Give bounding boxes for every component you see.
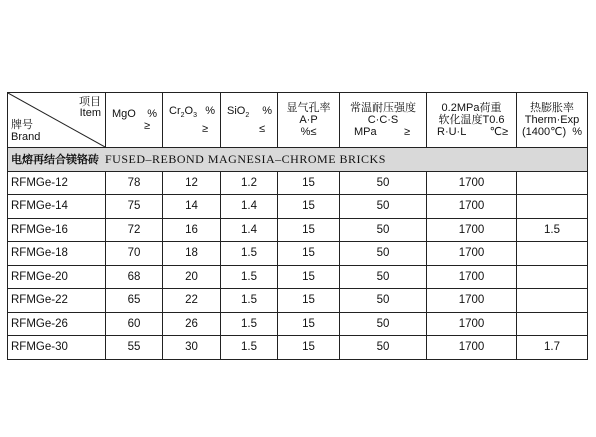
table-row: [8, 171, 588, 195]
cr2o3-cell: 22: [163, 289, 221, 313]
mgo-cell: 60: [106, 312, 163, 336]
header-row: [8, 93, 588, 148]
rul-cell: 1700: [427, 289, 517, 313]
grade-cell: RFMGe-16: [8, 218, 106, 242]
cr2o3-unit: %: [205, 105, 215, 118]
item-label-en: Item: [79, 107, 101, 119]
rul-cell: 1700: [427, 336, 517, 360]
mgo-cell: 75: [106, 195, 163, 219]
porosity-header: [278, 93, 340, 148]
ccs-cell: 50: [340, 312, 427, 336]
section-title-en: FUSED–REBOND MAGNESIA–CHROME BRICKS: [105, 152, 386, 167]
rul-cell: 1700: [427, 195, 517, 219]
therm-cell: [517, 265, 588, 289]
sio2-cell: 1.5: [221, 242, 278, 266]
ap-cell: 15: [278, 289, 340, 313]
ccs-header: [340, 93, 427, 148]
cr2o3-cell: 18: [163, 242, 221, 266]
mgo-cell: 78: [106, 171, 163, 195]
mgo-cell: 55: [106, 336, 163, 360]
cr2o3-condition: ≥: [201, 122, 208, 135]
table-row: [8, 336, 588, 360]
cr2o3-cell: 12: [163, 171, 221, 195]
therm-unit: %: [572, 126, 583, 138]
therm-label-zh: 热膨胀率: [530, 102, 574, 114]
ap-cell: 15: [278, 265, 340, 289]
sio2-cell: 1.5: [221, 289, 278, 313]
table-header: [8, 93, 588, 148]
rul-cell: 1700: [427, 242, 517, 266]
sio2-cell: 1.5: [221, 265, 278, 289]
sio2-label: SiO$_2$: [227, 105, 250, 120]
rul-cell: 1700: [427, 312, 517, 336]
table-row: [8, 289, 588, 313]
grade-cell: RFMGe-12: [8, 171, 106, 195]
ccs-label-en: C·C·S: [367, 114, 399, 126]
item-label-zh: 项目: [79, 96, 101, 108]
mgo-header: [106, 93, 163, 148]
cr2o3-cell: 16: [163, 218, 221, 242]
mgo-cell: 65: [106, 289, 163, 313]
rul-condition: ℃≥: [489, 126, 508, 138]
rul-cell: 1700: [427, 218, 517, 242]
rul-label-en: R·U·L: [437, 126, 467, 138]
ap-cell: 15: [278, 312, 340, 336]
cr2o3-cell: 14: [163, 195, 221, 219]
grade-cell: RFMGe-30: [8, 336, 106, 360]
sio2-cell: 1.5: [221, 312, 278, 336]
mgo-label: MgO: [112, 108, 136, 120]
sio2-unit: %: [262, 105, 272, 118]
grade-cell: RFMGe-18: [8, 242, 106, 266]
porosity-label-zh: 显气孔率: [286, 102, 331, 114]
ccs-cell: 50: [340, 218, 427, 242]
ccs-unit: MPa: [354, 126, 377, 138]
section-title: [8, 148, 588, 172]
ccs-condition: ≥: [403, 126, 410, 138]
ap-cell: 15: [278, 171, 340, 195]
table-row: [8, 218, 588, 242]
therm-cell: [517, 195, 588, 219]
ap-cell: 15: [278, 195, 340, 219]
brand-label: [11, 119, 40, 143]
sio2-cell: 1.2: [221, 171, 278, 195]
sio2-condition: ≤: [258, 122, 265, 135]
cr2o3-cell: 30: [163, 336, 221, 360]
corner-header: [8, 93, 106, 148]
table-row: [8, 265, 588, 289]
section-title-zh: 电熔再结合镁铬砖: [11, 153, 99, 167]
porosity-condition: %≤: [300, 126, 317, 138]
table-row: [8, 195, 588, 219]
brand-label-en: Brand: [11, 131, 41, 143]
rul-label-line1: 0.2MPa荷重: [441, 102, 502, 114]
ap-cell: 15: [278, 218, 340, 242]
sio2-cell: 1.5: [221, 336, 278, 360]
therm-temp-unit: [517, 126, 587, 138]
mgo-cell: 72: [106, 218, 163, 242]
therm-cell: [517, 242, 588, 266]
rul-header: [427, 93, 517, 148]
therm-cell: [517, 171, 588, 195]
ap-cell: 15: [278, 242, 340, 266]
therm-header: [517, 93, 588, 148]
sio2-header: [221, 93, 278, 148]
cr2o3-cell: 26: [163, 312, 221, 336]
grade-cell: RFMGe-22: [8, 289, 106, 313]
mgo-condition: ≥: [143, 120, 150, 132]
porosity-label-en: A·P: [299, 114, 318, 126]
ccs-cell: 50: [340, 289, 427, 313]
therm-cell: [517, 289, 588, 313]
therm-cell: 1.5: [517, 218, 588, 242]
sio2-cell: 1.4: [221, 195, 278, 219]
table-body: [8, 148, 588, 360]
brand-label-zh: 牌号: [11, 119, 33, 131]
table-row: [8, 242, 588, 266]
grade-cell: RFMGe-20: [8, 265, 106, 289]
table-row: [8, 312, 588, 336]
sio2-cell: 1.4: [221, 218, 278, 242]
mgo-unit: %: [147, 108, 157, 120]
rul-label-line2: 软化温度T0.6: [438, 114, 505, 126]
ccs-cell: 50: [340, 336, 427, 360]
item-label: [79, 97, 101, 119]
ccs-cell: 50: [340, 171, 427, 195]
grade-cell: RFMGe-14: [8, 195, 106, 219]
ccs-label-zh: 常温耐压强度: [350, 102, 416, 114]
grade-cell: RFMGe-26: [8, 312, 106, 336]
mgo-cell: 68: [106, 265, 163, 289]
therm-cell: 1.7: [517, 336, 588, 360]
ccs-cell: 50: [340, 265, 427, 289]
spec-table: [7, 92, 588, 360]
rul-cell: 1700: [427, 265, 517, 289]
section-row: [8, 148, 588, 172]
therm-cell: [517, 312, 588, 336]
therm-label-en: Therm·Exp: [524, 114, 580, 126]
cr2o3-cell: 20: [163, 265, 221, 289]
rul-cell: 1700: [427, 171, 517, 195]
cr2o3-label: $Cr_2O_3$: [169, 105, 197, 120]
ccs-cell: 50: [340, 195, 427, 219]
mgo-cell: 70: [106, 242, 163, 266]
ap-cell: 15: [278, 336, 340, 360]
cr2o3-header: [163, 93, 221, 148]
ccs-cell: 50: [340, 242, 427, 266]
therm-temp: (1400℃): [521, 126, 567, 138]
